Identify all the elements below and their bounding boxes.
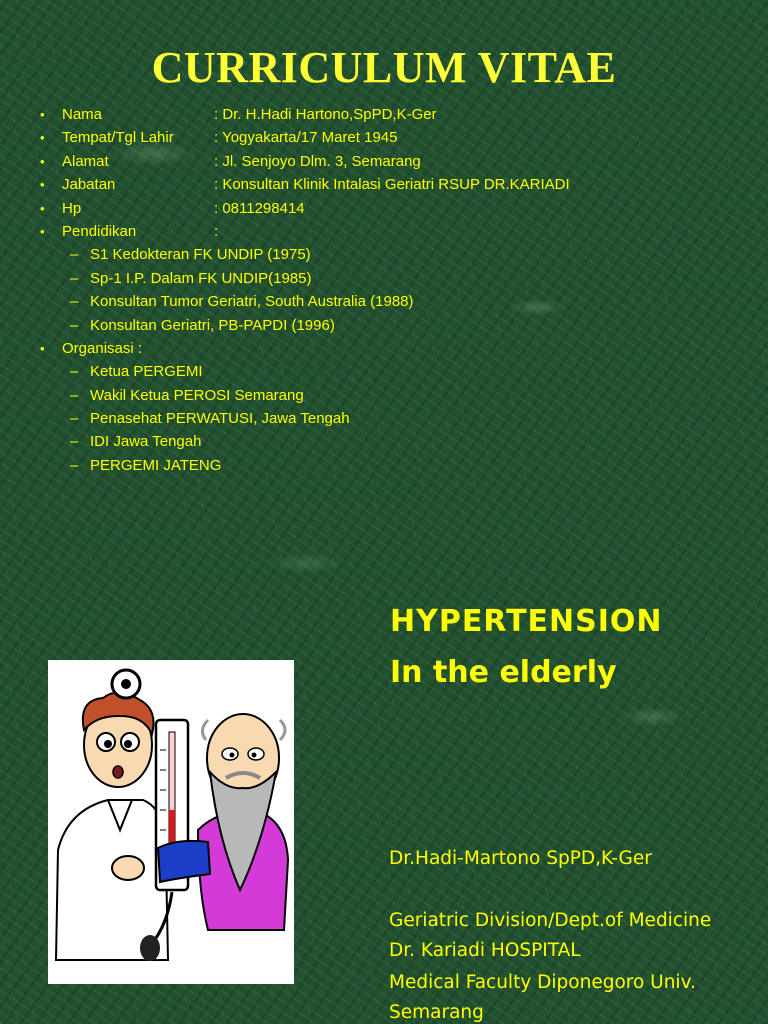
cv-label: Tempat/Tgl Lahir: [62, 129, 174, 147]
cv-row-pendidikan: [40, 220, 760, 243]
dash-icon: –: [70, 363, 79, 381]
organisation-text: Ketua PERGEMI: [90, 363, 203, 381]
dash-icon: –: [70, 433, 79, 451]
education-text: Konsultan Geriatri, PB-PAPDI (1996): [90, 316, 335, 334]
bullet-icon: •: [40, 340, 45, 356]
page-title: CURRICULUM VITAE: [151, 43, 617, 92]
cv-label: Hp: [62, 199, 82, 217]
illustration-svg: [48, 660, 294, 984]
organisation-item: [40, 430, 760, 453]
affiliation-line: Semarang: [389, 1002, 484, 1023]
education-item: [40, 243, 760, 266]
hypertension-title: HYPERTENSION: [390, 604, 663, 639]
dash-icon: –: [70, 269, 79, 287]
cv-row-organisasi: [40, 337, 760, 360]
cv-row-tempat: [40, 126, 760, 149]
cv-value: :: [214, 222, 219, 240]
bullet-icon: •: [40, 223, 45, 239]
cv-label: Jabatan: [62, 176, 116, 194]
education-text: Konsultan Tumor Geriatri, South Australia (1988): [90, 293, 414, 311]
bullet-icon: •: [40, 200, 45, 216]
organisation-text: PERGEMI JATENG: [90, 456, 222, 474]
organisation-item: [40, 384, 760, 407]
affiliation-line: Medical Faculty Diponegoro Univ.: [389, 972, 696, 993]
cv-value: : 0811298414: [214, 199, 305, 217]
organisation-text: Penasehat PERWATUSI, Jawa Tengah: [90, 410, 350, 428]
organisation-text: Wakil Ketua PEROSI Semarang: [90, 386, 304, 404]
cv-value: : Jl. Senjoyo Dlm. 3, Semarang: [214, 152, 421, 170]
dash-icon: –: [70, 316, 79, 334]
organisation-item: [40, 454, 760, 477]
education-item: [40, 267, 760, 290]
organisation-text: IDI Jawa Tengah: [90, 433, 202, 451]
education-item: [40, 290, 760, 313]
dash-icon: –: [70, 386, 79, 404]
cv-list: [40, 103, 760, 477]
dash-icon: –: [70, 293, 79, 311]
bullet-icon: •: [40, 177, 45, 193]
hypertension-subtitle: In the elderly: [390, 655, 617, 690]
affiliation-line: Dr. Kariadi HOSPITAL: [389, 940, 581, 961]
author-name: Dr.Hadi-Martono SpPD,K-Ger: [389, 848, 652, 869]
education-text: S1 Kedokteran FK UNDIP (1975): [90, 246, 311, 264]
cv-value: : Dr. H.Hadi Hartono,SpPD,K-Ger: [214, 106, 437, 123]
dash-icon: –: [70, 456, 79, 474]
bullet-icon: •: [40, 130, 45, 146]
organisation-item: [40, 360, 760, 383]
cv-row-hp: [40, 197, 760, 220]
dash-icon: –: [70, 246, 79, 264]
organisation-item: [40, 407, 760, 430]
dash-icon: –: [70, 410, 79, 428]
bullet-icon: •: [40, 153, 45, 169]
affiliation-line: Geriatric Division/Dept.of Medicine: [389, 910, 712, 931]
cv-row-alamat: [40, 150, 760, 173]
cv-label: Pendidikan: [62, 222, 137, 240]
cv-value: : Konsultan Klinik Intalasi Geriatri RSUP DR.KARIADI: [214, 176, 570, 194]
cv-row-jabatan: [40, 173, 760, 196]
cv-value: : Yogyakarta/17 Maret 1945: [214, 129, 398, 147]
cv-label: Nama: [62, 106, 103, 123]
education-item: [40, 314, 760, 337]
cv-label: Organisasi :: [62, 339, 143, 357]
doctor-patient-illustration: [48, 660, 294, 984]
cv-label: Alamat: [62, 152, 109, 170]
cv-row-nama: [40, 103, 760, 126]
bullet-icon: •: [40, 107, 45, 122]
education-text: Sp-1 I.P. Dalam FK UNDIP(1985): [90, 269, 312, 287]
